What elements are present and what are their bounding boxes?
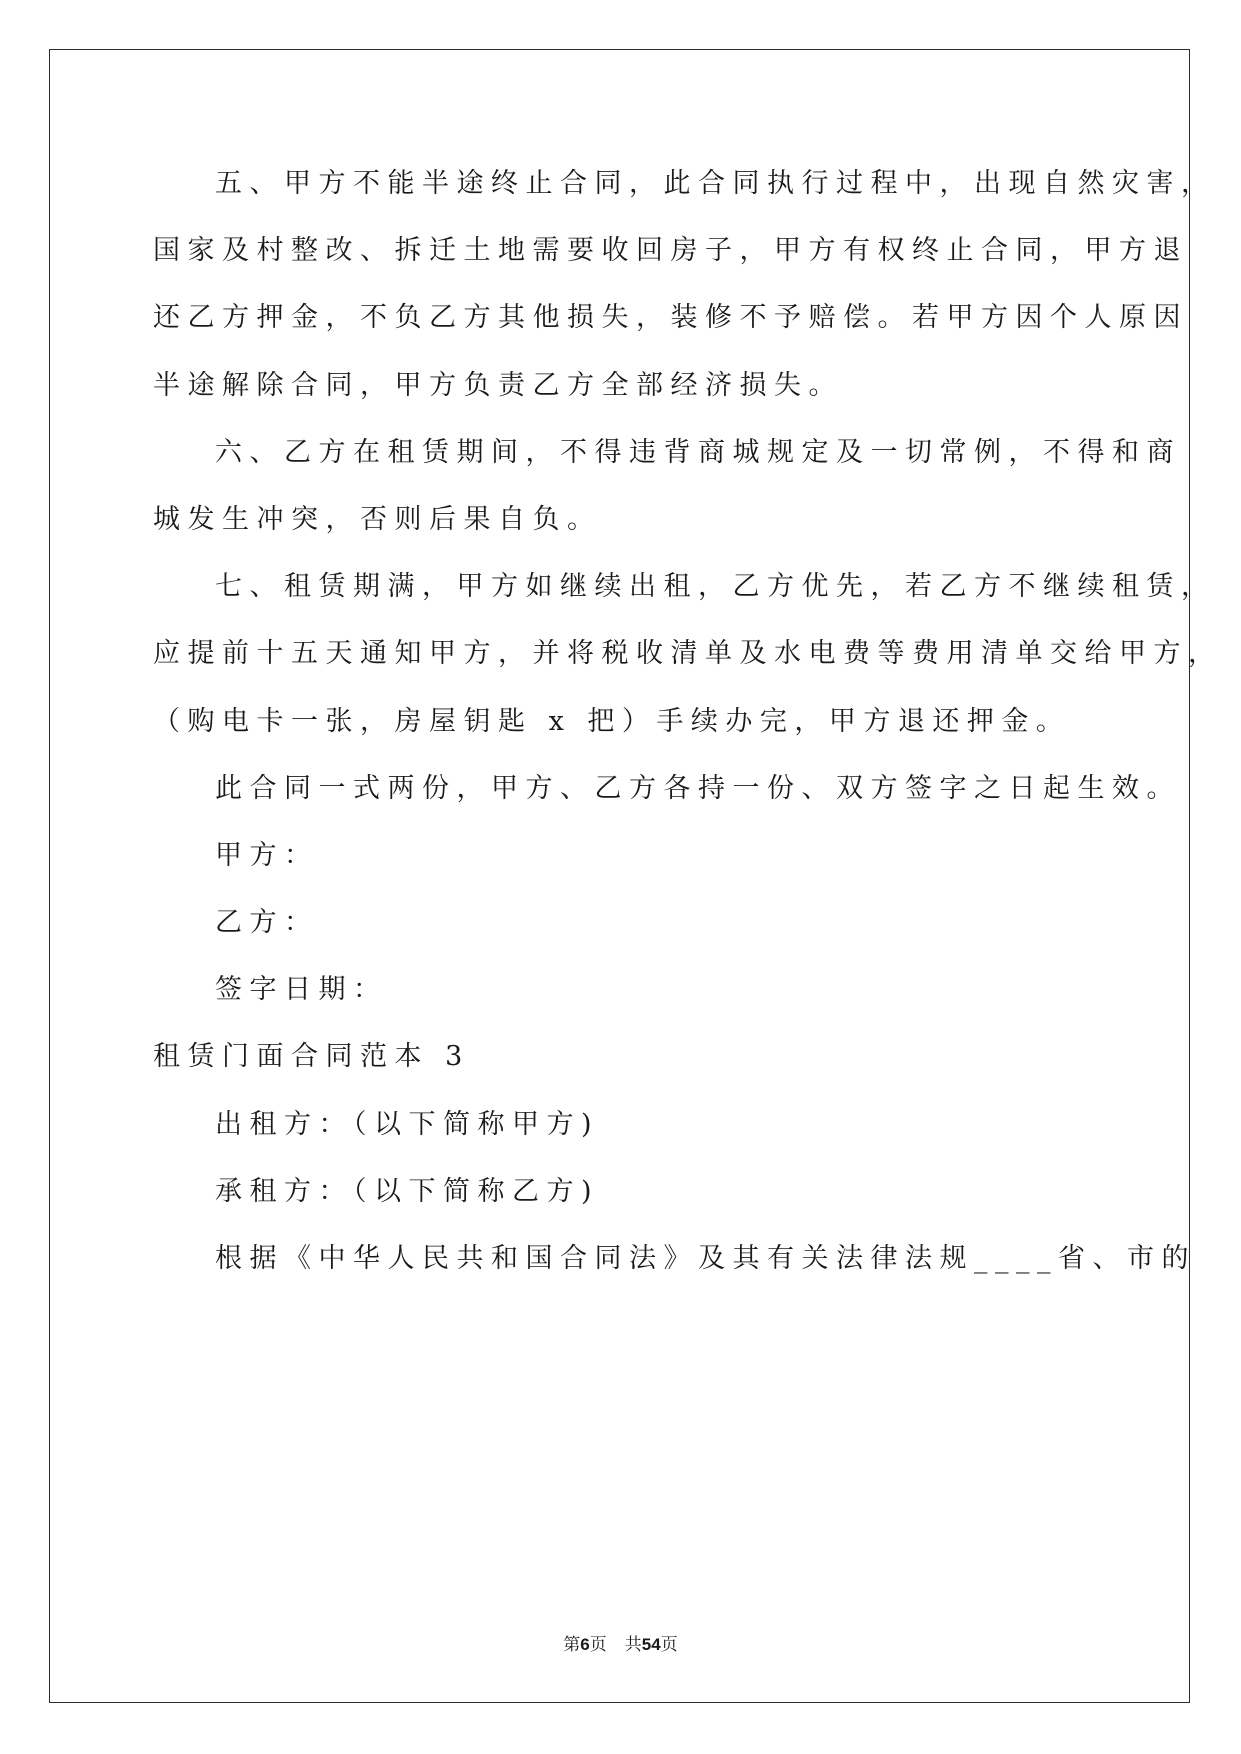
section-heading: 租赁门面合同范本 3 xyxy=(153,1041,470,1073)
page-number: 6 xyxy=(580,1635,590,1654)
paragraph-line: 根据《中华人民共和国合同法》及其有关法律法规____省、市的 xyxy=(215,1243,1196,1274)
paragraph-line: 半途解除合同，甲方负责乙方全部经济损失。 xyxy=(153,369,843,401)
lessor-line: 出租方：（以下简称甲方) xyxy=(215,1108,600,1140)
paragraph-line: 应提前十五天通知甲方，并将税收清单及水电费等费用清单交给甲方， xyxy=(153,638,1223,670)
page-footer xyxy=(0,1630,1241,1655)
paragraph-line: 还乙方押金，不负乙方其他损失，装修不予赔偿。若甲方因个人原因 xyxy=(153,302,1188,334)
lessee-line: 承租方：（以下简称乙方) xyxy=(215,1175,600,1207)
signature-party-a: 甲方： xyxy=(215,839,319,871)
paragraph-line: 此合同一式两份，甲方、乙方各持一份、双方签字之日起生效。 xyxy=(215,772,1181,804)
signature-party-b: 乙方： xyxy=(215,907,319,939)
document-body xyxy=(153,150,1223,1292)
paragraph-line: 六、乙方在租赁期间，不得违背商城规定及一切常例，不得和商 xyxy=(215,436,1181,468)
page-prefix: 第 xyxy=(563,1635,581,1655)
page-suffix: 页 xyxy=(589,1635,607,1655)
paragraph-line: （购电卡一张，房屋钥匙 x 把）手续办完，甲方退还押金。 xyxy=(153,705,1071,737)
paragraph-line: 城发生冲突，否则后果自负。 xyxy=(153,503,602,535)
paragraph-line: 七、租赁期满，甲方如继续出租，乙方优先，若乙方不继续租赁， xyxy=(215,571,1216,603)
total-suffix: 页 xyxy=(660,1635,678,1655)
paragraph-line: 国家及村整改、拆迁土地需要收回房子，甲方有权终止合同，甲方退 xyxy=(153,235,1188,267)
signature-date: 签字日期： xyxy=(215,974,388,1006)
paragraph-line: 五、甲方不能半途终止合同，此合同执行过程中，出现自然灾害， xyxy=(215,168,1216,199)
total-pages: 54 xyxy=(641,1635,661,1654)
total-prefix: 共 xyxy=(624,1635,642,1655)
